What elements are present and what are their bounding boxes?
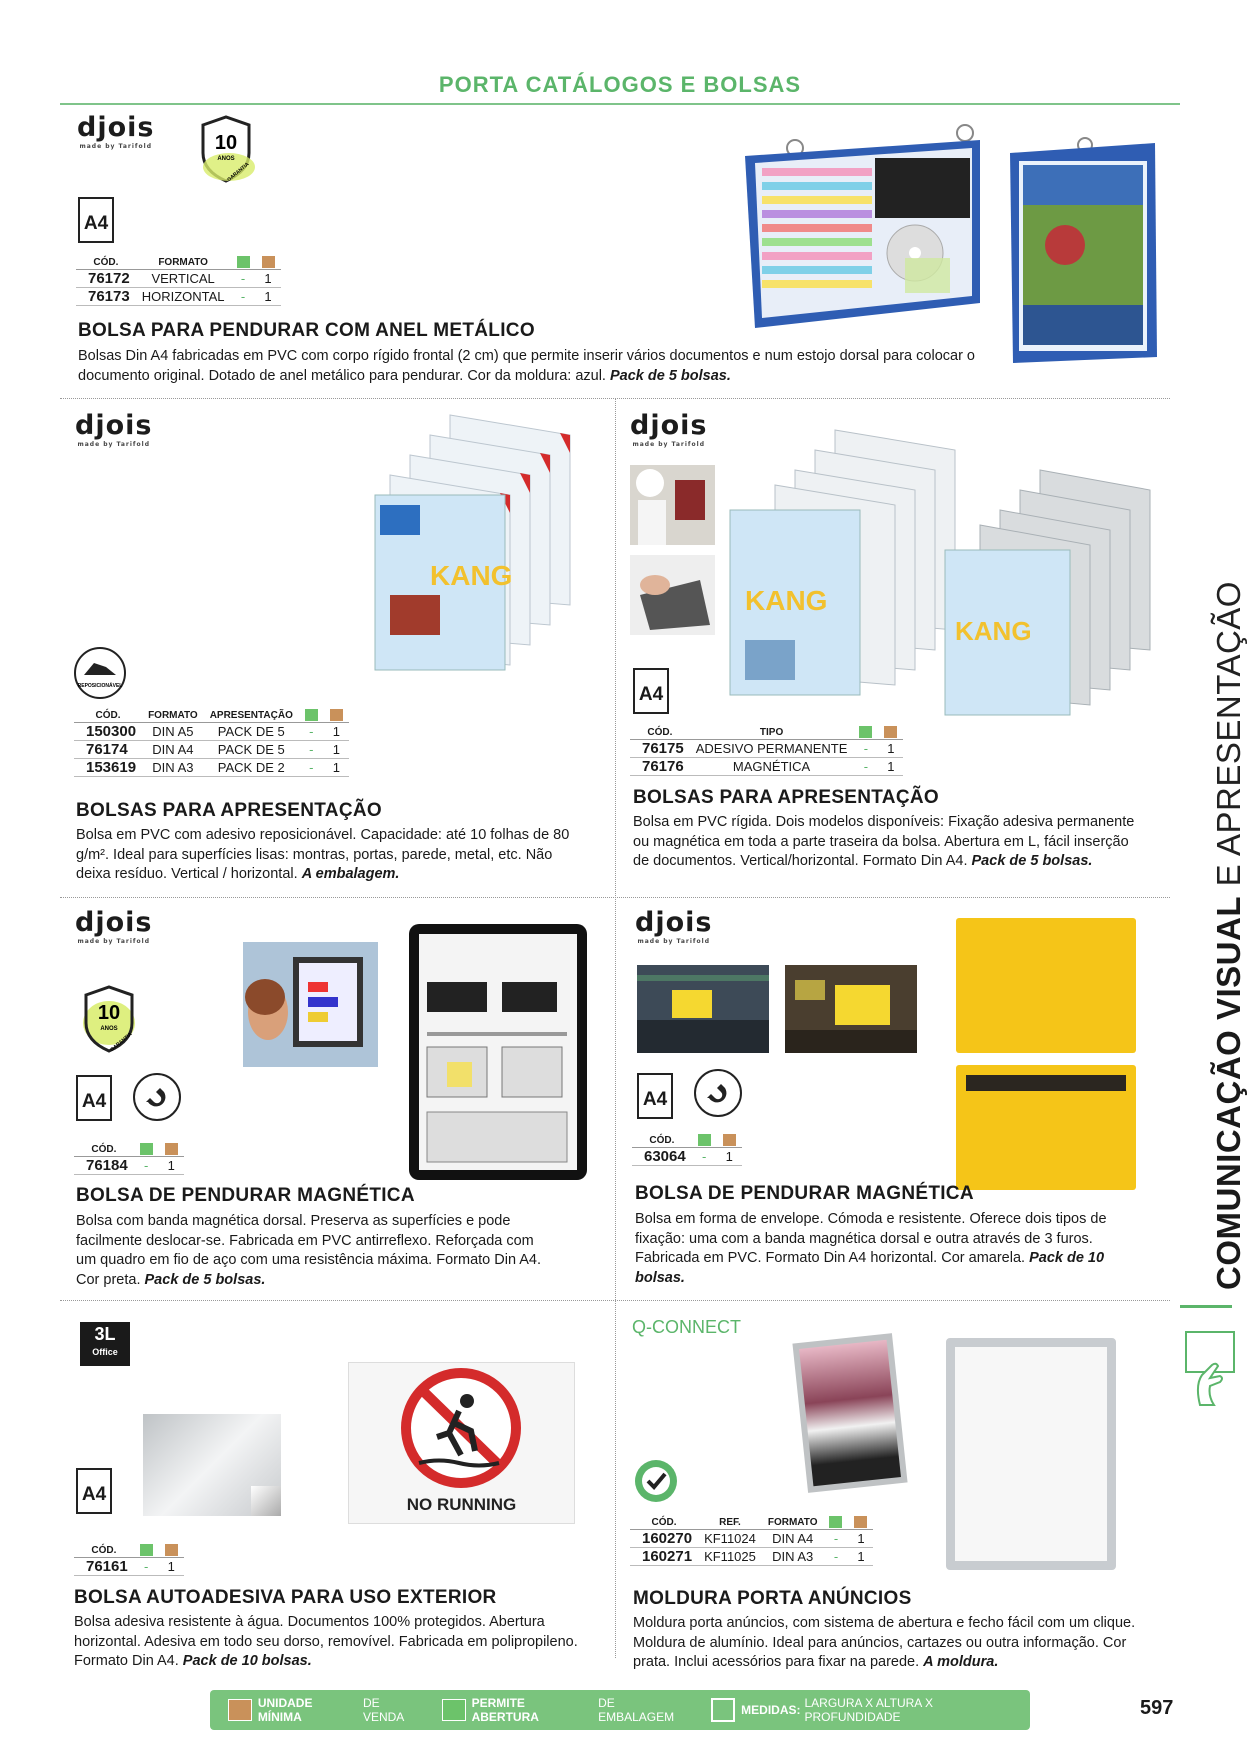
product-image-poster-frame-photo: [792, 1333, 907, 1493]
header-divider: [60, 103, 1180, 105]
product-desc-4: Bolsa com banda magnética dorsal. Preserva as superfícies e pode facilmente deslocar-se. Fabricada em PVC antirreflexo. Reforçada com um quadro em fio de aço com uma resistência máxima. Formato Din A4. Cor preta. Pack de 5 bolsas.: [76, 1213, 541, 1288]
photo-warehouse-1: [637, 965, 769, 1053]
photo-hand-pocket: [630, 555, 715, 635]
box-icon: [723, 1134, 736, 1146]
product-desc-2: Bolsa em PVC com adesivo reposicionável. Capacidade: até 10 folhas de 80 g/m². Ideal para superfícies lisas: montras, portas, parede, metal, etc. Não deixa resíduo. Vertical / horizontal. A embalagem.: [76, 827, 570, 882]
table-row: 76172 VERTICAL - 1: [76, 270, 281, 288]
q-connect-logo: Q-CONNECT: [632, 1317, 741, 1337]
ten-year-guarantee-badge: [195, 115, 257, 185]
svg-text:ANOS: ANOS: [217, 156, 235, 162]
svg-text:KANG: KANG: [955, 616, 1032, 646]
table-row: 160270 KF11024 DIN A4 - 1: [630, 1530, 873, 1548]
table-row: 76173 HORIZONTAL - 1: [76, 288, 281, 306]
svg-text:REPOSICIONÁVEL: REPOSICIONÁVEL: [77, 683, 123, 689]
djois-logo: djois made by Tarifold: [630, 410, 708, 448]
page-number: 597: [1140, 1697, 1174, 1719]
column-divider: [615, 398, 616, 1658]
product-title-3: BOLSAS PARA APRESENTAÇÃO: [633, 787, 939, 808]
product-title-7: MOLDURA PORTA ANÚNCIOS: [633, 1588, 912, 1609]
djois-logo: djois made by Tarifold: [75, 410, 153, 448]
a4-format-icon: A4: [633, 668, 669, 714]
product-image-kang-pockets-adhesive: [725, 410, 965, 700]
repositionable-icon: [72, 645, 128, 701]
product-image-kang-pockets-magnetic: [940, 460, 1160, 720]
magnet-icon: [693, 1068, 743, 1118]
box-icon: [854, 1516, 867, 1528]
product-table-5: CÓD. 63064 - 1: [632, 1133, 742, 1166]
product-title-6: BOLSA AUTOADESIVA PARA USO EXTERIOR: [74, 1587, 497, 1608]
photo-chef: [630, 465, 715, 545]
product-desc-5: Bolsa em forma de envelope. Cómoda e resistente. Oferece dois tipos de fixação: uma com a banda magnética dorsal e outra através de 3 furos. Fabricada em PVC. Formato Din A4 horizontal. Cor amarela. Pack de 10 bolsas.: [635, 1211, 1107, 1286]
chapter-side-title: COMUNICAÇÃO VISUAL E APRESENTAÇÃO: [1210, 581, 1247, 1290]
box-icon: [228, 1699, 252, 1721]
product-image-black-magnetic-pocket: [407, 922, 589, 1182]
svg-text:KANG: KANG: [745, 585, 828, 616]
chapter-hand-frame-icon: [1180, 1330, 1236, 1410]
svg-text:GARANTIA: GARANTIA: [109, 1031, 134, 1054]
djois-logo: djois made by Tarifold: [77, 112, 155, 150]
open-box-icon: [140, 1544, 153, 1556]
product-image-no-running-sign: NO RUNNING: [348, 1362, 575, 1524]
table-row: 150300 DIN A5 PACK DE 5 - 1: [74, 723, 349, 741]
legend-open-pack: PERMITE ABERTURA DE EMBALAGEM: [438, 1696, 694, 1724]
section-divider: [60, 1300, 1170, 1301]
box-icon: [165, 1143, 178, 1155]
product-table-1: CÓD. FORMATO 76172 VERTICAL - 1 76173 HORIZONTAL - 1: [76, 255, 281, 306]
table-row: 160271 KF11025 DIN A3 - 1: [630, 1548, 873, 1566]
box-icon: [330, 709, 343, 721]
product-desc-6: Bolsa adesiva resistente à água. Documentos 100% protegidos. Abertura horizontal. Adesiva em todo seu dorso, removível. Fabricada em polipropileno. Formato Din A4. Pack de 10 bolsas.: [74, 1614, 578, 1669]
open-box-icon: [442, 1699, 466, 1721]
3l-office-logo: 3L Office: [80, 1322, 130, 1366]
magnet-icon: [132, 1072, 182, 1122]
product-image-yellow-pocket-2: [956, 1065, 1136, 1190]
table-row: 153619 DIN A3 PACK DE 2 - 1: [74, 759, 349, 777]
ten-year-guarantee-badge: [78, 985, 140, 1055]
product-table-3: CÓD. TIPO 76175 ADESIVO PERMANENTE - 1 76176 MAGNÉTICA - 1: [630, 725, 903, 776]
page-title: PORTA CATÁLOGOS E BOLSAS: [438, 72, 802, 97]
product-title-1: BOLSA PARA PENDURAR COM ANEL METÁLICO: [78, 320, 535, 341]
a4-format-icon: A4: [78, 197, 114, 243]
product-desc-3: Bolsa em PVC rígida. Dois modelos disponíveis: Fixação adesiva permanente ou magnética em toda a parte traseira da bolsa. Abertura em L, fácil inserção de documentos. Vertical/horizontal. Formato Din A4. Pack de 5 bolsas.: [633, 814, 1135, 869]
djois-logo: djois made by Tarifold: [635, 907, 713, 945]
product-table-6: CÓD. 76161 - 1: [74, 1543, 184, 1576]
svg-text:KANG: KANG: [430, 560, 513, 591]
product-image-catalog-pocket: [1005, 135, 1160, 365]
product-title-2: BOLSAS PARA APRESENTAÇÃO: [76, 800, 382, 821]
product-image-adhesive-pocket: [143, 1414, 281, 1516]
table-row: 76175 ADESIVO PERMANENTE - 1: [630, 740, 903, 758]
svg-text:10: 10: [214, 132, 238, 154]
photo-woman-wall-pocket: [243, 942, 378, 1067]
svg-text:ANOS: ANOS: [100, 1026, 118, 1032]
photo-warehouse-2: [785, 965, 917, 1053]
table-row: 76176 MAGNÉTICA - 1: [630, 758, 903, 776]
a4-format-icon: A4: [637, 1073, 673, 1119]
table-row: 76161 - 1: [74, 1558, 184, 1576]
section-divider: [60, 897, 1170, 898]
open-box-icon: [829, 1516, 842, 1528]
svg-text:10: 10: [97, 1002, 121, 1024]
legend-min-unit: UNIDADE MÍNIMA DE VENDA: [224, 1696, 424, 1724]
open-box-icon: [237, 256, 250, 268]
checkmark-badge-icon: [633, 1458, 679, 1504]
open-box-icon: [140, 1143, 153, 1155]
product-title-5: BOLSA DE PENDURAR MAGNÉTICA: [635, 1183, 974, 1204]
djois-logo: djois made by Tarifold: [75, 907, 153, 945]
svg-text:GARANTIA: GARANTIA: [226, 161, 251, 184]
a4-format-icon: A4: [76, 1468, 112, 1514]
box-icon: [884, 726, 897, 738]
product-table-4: CÓD. 76184 - 1: [74, 1142, 184, 1175]
measure-icon: [711, 1698, 735, 1722]
footer-legend: [210, 1690, 1030, 1730]
box-icon: [262, 256, 275, 268]
product-image-kang-pockets: [370, 405, 580, 675]
product-image-silver-frame: [946, 1338, 1116, 1570]
open-box-icon: [698, 1134, 711, 1146]
product-desc-1: Bolsas Din A4 fabricadas em PVC com corpo rígido frontal (2 cm) que permite inserir vários documentos e num estojo dorsal para colocar o documento original. Dotado de anel metálico para pendurar. Cor da moldura: azul. Pack de 5 bolsas.: [78, 348, 975, 384]
chapter-rule: [1180, 1305, 1232, 1308]
product-image-blue-hanging-pocket: [740, 118, 985, 328]
a4-format-icon: A4: [76, 1075, 112, 1121]
product-table-2: CÓD. FORMATO APRESENTAÇÃO 150300 DIN A5 PACK DE 5 - 1 76174 DIN A4 PACK DE 5 - 1 153619 DIN A3 PACK DE 2 - 1: [74, 708, 349, 777]
table-row: 63064 - 1: [632, 1148, 742, 1166]
product-table-7: CÓD. REF. FORMATO 160270 KF11024 DIN A4 - 1 160271 KF11025 DIN A3 - 1: [630, 1515, 873, 1566]
table-row: 76174 DIN A4 PACK DE 5 - 1: [74, 741, 349, 759]
open-box-icon: [859, 726, 872, 738]
open-box-icon: [305, 709, 318, 721]
product-desc-7: Moldura porta anúncios, com sistema de abertura e fecho fácil com um clique. Moldura de alumínio. Ideal para anúncios, cartazes ou outra informação. Cor prata. Inclui acessórios para fixar na parede. A moldura.: [633, 1615, 1136, 1670]
product-title-4: BOLSA DE PENDURAR MAGNÉTICA: [76, 1185, 415, 1206]
legend-measures: MEDIDAS: LARGURA X ALTURA X PROFUNDIDADE: [707, 1696, 1030, 1724]
box-icon: [165, 1544, 178, 1556]
table-row: 76184 - 1: [74, 1157, 184, 1175]
product-image-yellow-pocket-1: [956, 918, 1136, 1053]
